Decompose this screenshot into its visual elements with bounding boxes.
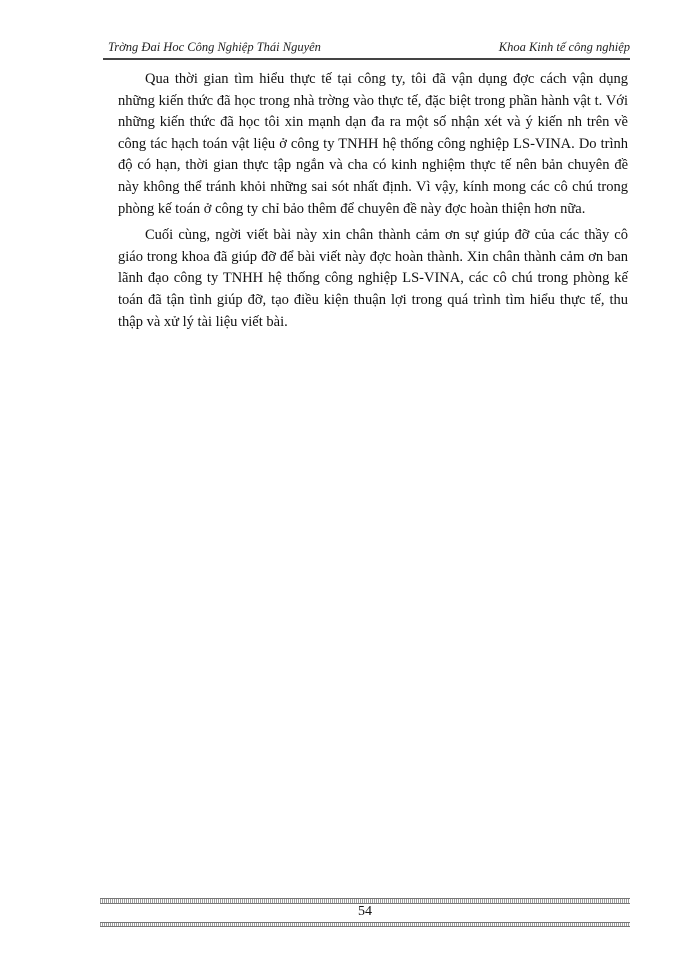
paragraph-acknowledgement: Cuối cùng, ngời viết bài này xin chân thành cảm ơn sự giúp đỡ của các thầy cô giáo trong khoa đã giúp đỡ để bài viết này đợc hoàn thành. Xin chân thành cảm ơn ban lãnh đạo công ty TNHH hệ thống công nghiệp LS-VINA, các cô chú trong phòng kế toán đã tận tình giúp đỡ, tạo điều kiện thuận lợi trong quá trình tìm hiểu thực tế, thu thập và xử lý tài liệu viết bài. bbox=[118, 227, 628, 330]
page-number: 54 bbox=[358, 904, 372, 919]
header-rule bbox=[103, 58, 630, 60]
header-university: Trờng Đai Hoc Công Nghiệp Thái Nguyên bbox=[108, 40, 321, 54]
page-header bbox=[103, 38, 630, 58]
header-faculty: Khoa Kinh tế công nghiệp bbox=[498, 40, 630, 54]
body-text bbox=[118, 69, 628, 338]
footer-rule-bottom bbox=[100, 922, 630, 927]
paragraph-conclusion: Qua thời gian tìm hiểu thực tế tại công ty, tôi đã vận dụng đợc cách vận dụng những kiến thức đã học trong nhà trờng vào thực tế, đặc biệt trong phần hành vật t. Với những kiến thức đã học tôi xin mạnh dạn đa ra một số nhận xét và ý kiến nh trên về công tác hạch toán vật liệu ở công ty TNHH hệ thống công nghiệp LS-VINA. Do trình độ có hạn, thời gian thực tập ngắn và cha có kinh nghiệm thực tế nên bản chuyên đề này không thể tránh khỏi những sai sót nhất định. Vì vậy, kính mong các cô chú trong phòng kế toán ở công ty chỉ bảo thêm để chuyên đề này đợc hoàn thiện hơn nữa. bbox=[118, 71, 628, 217]
